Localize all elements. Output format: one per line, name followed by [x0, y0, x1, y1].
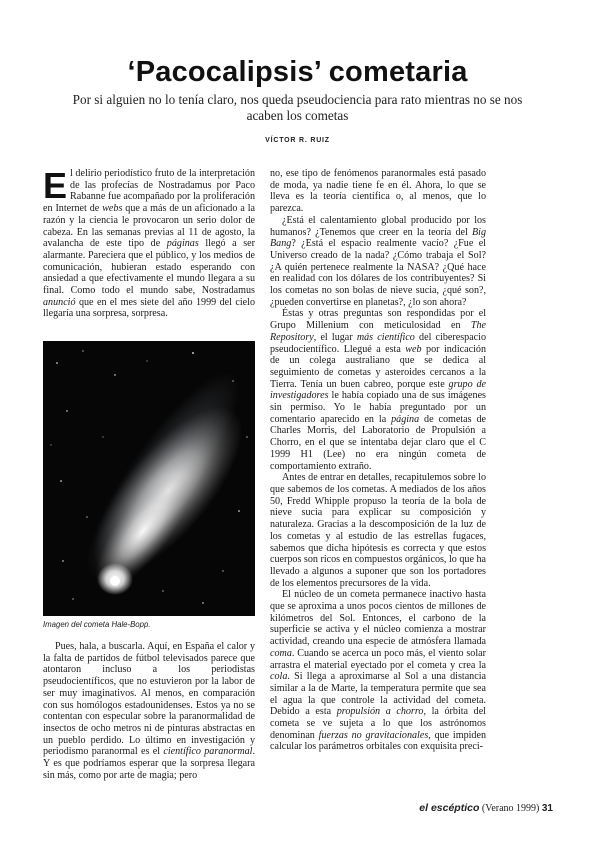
comet-photo	[43, 341, 255, 616]
column-right	[270, 168, 486, 753]
article-title: ‘Pacocalipsis’ cometaria	[127, 56, 468, 89]
column-left-bottom	[43, 641, 255, 781]
page-footer	[419, 802, 553, 814]
column-left-top	[43, 165, 255, 320]
page-number: 31	[541, 803, 553, 814]
magazine-name: el escéptico	[419, 802, 480, 814]
paragraph-continuation: no, ese tipo de fenómenos paranormales está pasado de moda, ya nadie tiene fe en él. Ahora, lo que se lleva es la teoría científica o, al menos, que lo parezca.	[270, 168, 486, 215]
paragraph-nucleo: El núcleo de un cometa permanece inactivo hasta que se aproxima a unos pocos cientos de millones de kilómetros del Sol. Entonces, el carbono de la superficie se activa y el núcleo comienza a mostrar actividad, creando una especie de atmósfera llamada coma. Cuando se acerca un poco más, el viento solar arrastra el material eyectado por el cometa y crea la cola. Si llega a aproximarse al Sol a una distancia similar a la de Marte, la temperatura permite que sea el agua la que controle la actividad del cometa. Debido a esta propulsión a chorro, la órbita del cometa se ve sujeta a lo que los astrónomos denominan fuerzas no gravitacionales, que impiden calcular los parámetros orbitales con exquisita preci-	[270, 589, 487, 753]
drop-cap: E	[43, 165, 68, 206]
paragraph-cometas-recap: Antes de entrar en detalles, recapitulemos sobre lo que sabemos de los cometas. A mediados de los años 50, Fredd Whipple propuso la teoría de la bola de nieve sucia para explicar su composición y naturaleza. Gracias a la descomposición de la luz de los cometas y al estudio de las estrellas fugaces, sabemos que dicha hipótesis es correcta y que estos cuerpos son ricos en compuestos orgánicos, lo que ha llevado a algunos a suponer que son los portadores de los elementos precursores de la vida.	[270, 472, 486, 589]
comet-hale-bopp-image	[43, 341, 255, 616]
paragraph-intro: El delirio periodístico fruto de la interpretación de las profecías de Nostradamus por Paco Rabanne fue acompañado por la proliferación en Internet de webs que a más de un aficionado a la razón y la ciencia le provocaron un serio dolor de cabeza. En las semanas previas al 11 de agosto, la avalancha de este tipo de páginas llegó a ser alarmante. Pareciera que el público, y los medios de comunicación, hubieran estado esperando con ansiedad a que efectivamente el mundo llegara a su final. Como todo el mundo sabe, Nostradamus anunció que en el mes siete del año 1999 del cielo llegaría una sorpresa, sorpresa.	[43, 165, 255, 320]
author-byline: VÍCTOR R. RUIZ	[265, 137, 330, 144]
paragraph-pues-hala: Pues, hala, a buscarla. Aquí, en España el calor y la falta de partidos de fútbol televisados parece que atontaron incluso a los periodistas pseudocientíficos, que no estuvieron por la labor de ser muy imaginativos. Al menos, en comparación con sus homólogos estadounidenses. Estos ya no se contentan con especular sobre la paranormalidad de insectos de ocho metros ni de pinturas abstractas en un pueblo perdido. Lo último en investigación y periodismo paranormal es el científico paranormal. Y es que podríamos esperar que la sorpresa llegara sin más, como por arte de magia; pero	[43, 641, 255, 781]
paragraph-questions: ¿Está el calentamiento global producido por los humanos? ¿Tenemos que creer en la teoría del Big Bang? ¿Está el espacio realmente vacío? ¿Fue el Universo creado de la nada? ¿Cómo trabaja el Sol? ¿A quién pertenece realmente la NASA? ¿Qué hace en realidad con los dólares de los contribuyentes? Si los cometas no son bolas de nieve sucia, ¿qué son?, ¿pueden convertirse en planetas?, ¿lo son ahora?	[270, 214, 486, 308]
photo-caption: Imagen del cometa Hale-Bopp.	[43, 620, 151, 629]
issue-label: (Verano 1999)	[481, 803, 540, 814]
paragraph-grupo-millenium: Éstas y otras preguntas son respondidas por el Grupo Millenium con meticulosidad en The Repository, el lugar más científico del ciberespacio pseudocientífico. Llegué a esta web por indicación de un colega australiano que se dedica al seguimiento de cometas y asteroides cercanos a la Tierra. Tenía un buen cabreo, porque este grupo de investigadores le había copiado una de sus imágenes sin permiso. Yo le había preguntado por un comentario aparecido en la página de cometas de Charles Morris, del Laboratorio de Propulsión a Chorro, en el que se intentaba dejar claro que el C 1999 H1 (Lee) no era ningún cometa de comportamiento extraño.	[270, 308, 486, 472]
article-subtitle: Por si alguien no lo tenía claro, nos queda pseudociencia para rato mientras no se nos acaben los cometas	[72, 92, 523, 123]
